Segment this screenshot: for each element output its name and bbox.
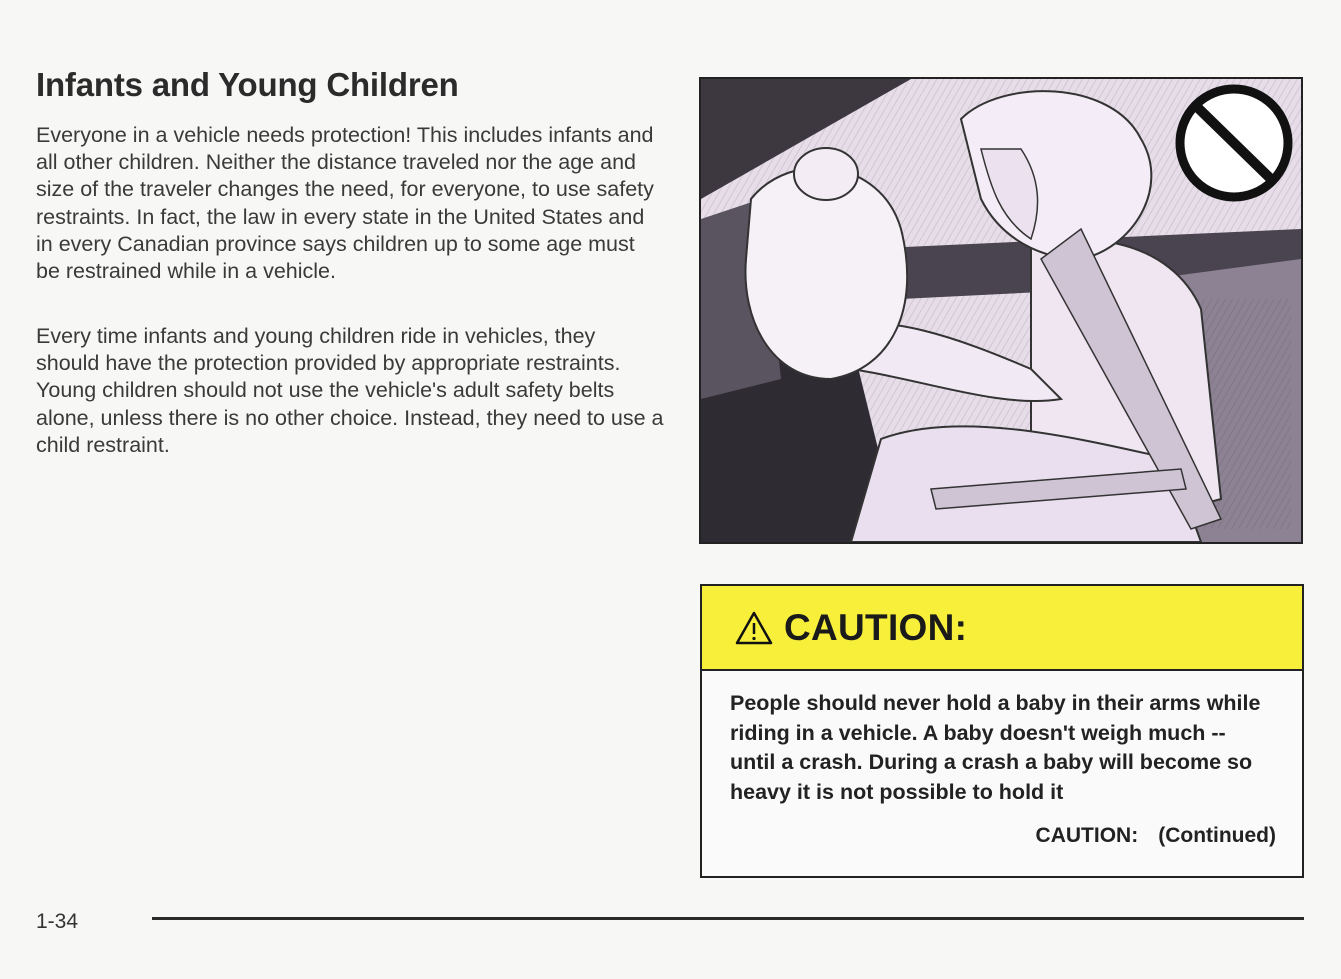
paragraph-1: Everyone in a vehicle needs protection! This includes infants and all other children. Neither the distance traveled nor the age and size of the traveler changes the need, for everyone, to use safety restraints. In fact, the law in every state in the United States and in every Canadian province says children up to some age must be restrained while in a vehicle. xyxy=(36,123,654,284)
illustration-woman-holding-baby xyxy=(699,77,1303,544)
caution-title: CAUTION: xyxy=(784,606,968,648)
illustration-drawing xyxy=(701,79,1301,542)
caution-text: People should never hold a baby in their arms while riding in a vehicle. A baby doesn't weigh much -- until a crash. During a crash a baby will become so heavy it is not possible to hold it xyxy=(730,691,1261,804)
prohibition-icon xyxy=(1180,89,1288,197)
continued-label: CAUTION: xyxy=(1035,824,1139,847)
caution-box xyxy=(700,584,1304,878)
caution-header xyxy=(702,586,1302,671)
page-number: 1-34 xyxy=(36,910,79,933)
footer-rule xyxy=(152,917,1304,920)
paragraph-2: Every time infants and young children ride in vehicles, they should have the protection provided by appropriate restraints. Young children should not use the vehicle's adult safety belts alone, unless there is no other choice. Instead, they need to use a child restraint. xyxy=(36,324,664,457)
continued-note: (Continued) xyxy=(1158,824,1276,847)
section-heading: Infants and Young Children xyxy=(36,66,459,103)
caution-continued xyxy=(1036,824,1276,848)
warning-triangle-icon xyxy=(734,610,774,646)
